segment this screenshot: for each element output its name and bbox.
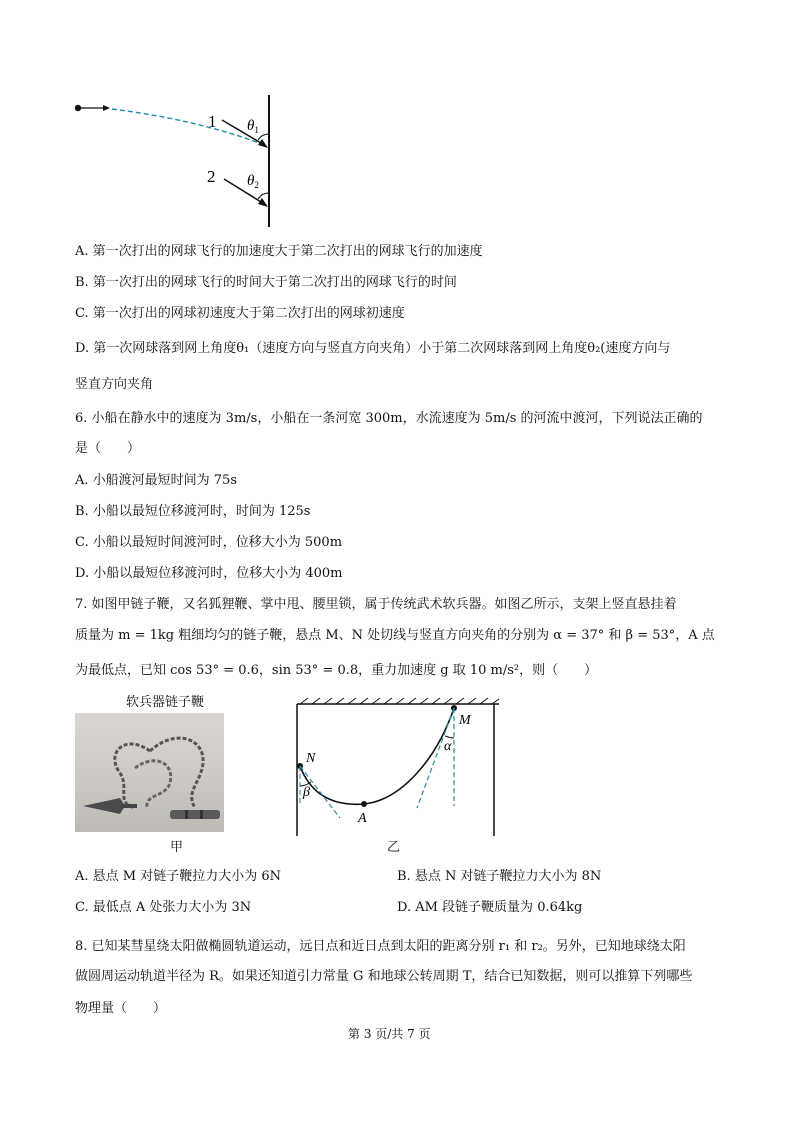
q7-option-a: A. 悬点 M 对链子鞭拉力大小为 6N [75, 869, 282, 884]
q7-option-b: B. 悬点 N 对链子鞭拉力大小为 8N [397, 869, 602, 884]
angle-arc-2 [258, 193, 269, 199]
theta1-label: $\theta_1$ [247, 118, 259, 135]
page-footer: 第 3 页/共 7 页 [348, 1027, 431, 1041]
q8-line1: 8. 已知某彗星绕太阳做椭圆轨道运动，远日点和近日点到太阳的距离分别 r₁ 和 r₂。另外，已知地球绕太阳 [75, 939, 686, 954]
label-A: A [358, 811, 367, 826]
q7-option-c: C. 最低点 A 处张力大小为 3N [75, 900, 252, 915]
velocity-arrow-2 [224, 179, 266, 205]
trajectory-dashed [112, 109, 267, 146]
q6-option-b: B. 小船以最短位移渡河时，时间为 125s [75, 504, 311, 519]
q5-option-c: C. 第一次打出的网球初速度大于第二次打出的网球初速度 [75, 306, 405, 321]
q6-option-d: D. 小船以最短位移渡河时，位移大小为 400m [75, 566, 343, 581]
point-A [361, 801, 367, 807]
label-beta: β [303, 785, 310, 800]
q7-option-d: D. AM 段链子鞭质量为 0.64kg [397, 900, 583, 915]
angle-arc-1 [258, 134, 269, 140]
photo-caption: 软兵器链子鞭 [126, 695, 205, 710]
label-2: 2 [207, 167, 216, 186]
chain-whip-photo [75, 713, 224, 832]
label-1: 1 [208, 112, 217, 131]
arrow-head-2 [258, 198, 268, 207]
q5-option-d-line1: D. 第一次网球落到网上角度θ₁（速度方向与竖直方向夹角）小于第二次网球落到网上角度θ₂(速度方向与 [75, 341, 671, 356]
q5-option-d-line2: 竖直方向夹角 [75, 377, 154, 392]
label-N: N [306, 751, 316, 766]
label-yi: 乙 [387, 840, 401, 855]
q5-option-a: A. 第一次打出的网球飞行的加速度大于第二次打出的网球飞行的加速度 [75, 244, 483, 259]
tennis-net-figure [60, 92, 360, 227]
velocity-arrow-1 [222, 120, 266, 146]
chain-curve [300, 708, 454, 804]
q6-stem-line1: 6. 小船在静水中的速度为 3m/s，小船在一条河宽 300m，水流速度为 5m/s 的河流中渡河，下列说法正确的 [75, 411, 703, 426]
q7-stem-line1: 7. 如图甲链子鞭，又名狐狸鞭、掌中甩、腰里锁，属于传统武术软兵器。如图乙所示，支架上竖直悬挂着 [75, 597, 677, 612]
q8-line2: 做圆周运动轨道半径为 R。如果还知道引力常量 G 和地球公转周期 T，结合已知数据，则可以推算下列哪些 [75, 969, 693, 984]
label-alpha: α [444, 739, 452, 754]
alpha-arc [445, 736, 454, 738]
q5-option-b: B. 第一次打出的网球飞行的时间大于第二次打出的网球飞行的时间 [75, 275, 457, 290]
q6-option-a: A. 小船渡河最短时间为 75s [75, 473, 237, 488]
arrow-head-1 [258, 139, 268, 148]
arrow-head [103, 105, 110, 111]
q6-stem-line2: 是（ ） [75, 441, 141, 456]
q7-stem-line3: 为最低点，已知 cos 53° = 0.6，sin 53° = 0.8，重力加速度 g 取 10 m/s²，则（ ） [75, 663, 598, 678]
theta2-label: $\theta_2$ [247, 173, 259, 190]
chain-diagram [292, 698, 507, 838]
q8-line3: 物理量（ ） [75, 1001, 167, 1016]
q6-option-c: C. 小船以最短时间渡河时，位移大小为 500m [75, 535, 343, 550]
q7-stem-line2: 质量为 m = 1kg 粗细均匀的链子鞭，悬点 M、N 处切线与竖直方向夹角的分别为 α = 37° 和 β = 53°，A 点 [75, 628, 715, 643]
label-jia: 甲 [170, 840, 184, 855]
label-M: M [459, 713, 471, 728]
